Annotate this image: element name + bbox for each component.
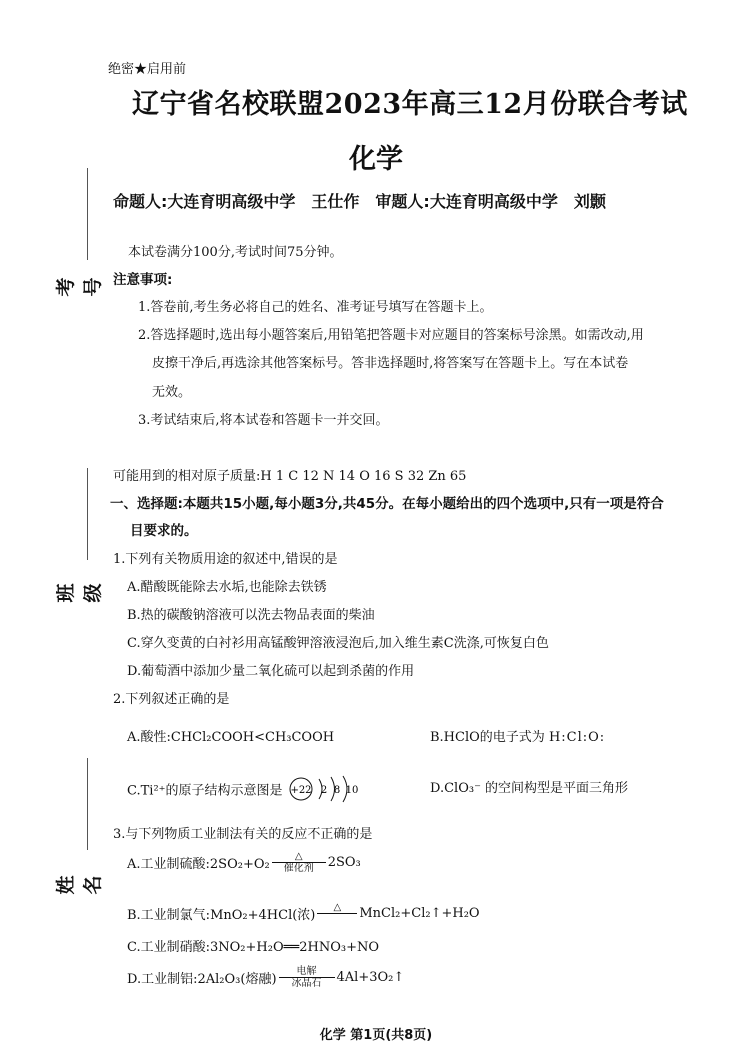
- exam-no-line: [87, 168, 88, 260]
- q3-option-b: [127, 902, 480, 925]
- proposer: 命题人:大连育明高级中学: [113, 192, 296, 211]
- q3-a-right: 2SO₃: [327, 855, 361, 870]
- q1-stem: 1.下列有关物质用途的叙述中,错误的是: [113, 552, 338, 567]
- q3-option-c: C.工业制硝酸:3NO₂+H₂O══2HNO₃+NO: [127, 940, 380, 955]
- exam-title: 辽宁省名校联盟2023年高三12月份联合考试: [132, 89, 688, 120]
- exam-info: 本试卷满分100分,考试时间75分钟。: [128, 245, 343, 260]
- q3-b-right: MnCl₂+Cl₂↑+H₂O: [359, 906, 480, 921]
- nucleus-charge: +22: [290, 785, 312, 796]
- note-2-cont: 皮擦干净后,再选涂其他答案标号。答非选择题时,将答案写在答题卡上。写在本试卷: [152, 356, 629, 371]
- shell-count-2: 8: [333, 785, 340, 796]
- side-label-class: 班级: [55, 583, 104, 603]
- section-header-cont: 目要求的。: [130, 523, 198, 539]
- class-line: [87, 468, 88, 560]
- page-footer: 化学 第1页(共8页): [319, 1028, 433, 1043]
- q3-option-d: [127, 966, 404, 989]
- q3-d-right: 4Al+3O₂↑: [336, 970, 405, 985]
- atomic-masses: 可能用到的相对原子质量:H 1 C 12 N 14 O 16 S 32 Zn 65: [113, 469, 467, 484]
- q3-b-left: B.工业制氯气:MnO₂+4HCl(浓): [127, 908, 316, 923]
- q1-option-b: B.热的碳酸钠溶液可以洗去物品表面的柴油: [127, 608, 375, 623]
- note-1: 1.答卷前,考生务必将自己的姓名、准考证号填写在答题卡上。: [138, 300, 493, 315]
- reviewer: 审题人:大连育明高级中学: [375, 192, 558, 211]
- q2-option-c-text: C.Ti²⁺的原子结构示意图是: [127, 783, 283, 799]
- q1-option-a: A.醋酸既能除去水垢,也能除去铁锈: [127, 580, 327, 595]
- heat-symbol: △: [333, 902, 342, 913]
- q1-option-d: D.葡萄酒中添加少量二氧化硫可以起到杀菌的作用: [127, 664, 415, 679]
- notes-header: 注意事项:: [113, 272, 173, 288]
- q3-b-condition: [317, 902, 357, 925]
- q2-option-a: A.酸性:CHCl₂COOH<CH₃COOH: [127, 730, 335, 745]
- q3-stem: 3.与下列物质工业制法有关的反应不正确的是: [113, 827, 373, 842]
- q2-option-c: [127, 775, 377, 803]
- shell-count-1: 2: [320, 785, 327, 796]
- cryolite-label: 冰晶石: [291, 978, 322, 989]
- q3-a-condition: [272, 851, 326, 874]
- name-line: [87, 758, 88, 850]
- proposer-name: 王仕作: [311, 192, 360, 211]
- note-3: 3.考试结束后,将本试卷和答题卡一并交回。: [138, 413, 389, 428]
- side-label-name: 姓名: [55, 875, 104, 895]
- secret-mark: 绝密★启用前: [108, 62, 187, 77]
- atom-structure-svg: [287, 775, 377, 803]
- heat-symbol: △: [294, 851, 303, 862]
- authors-line: [113, 189, 622, 212]
- q1-option-c: C.穿久变黄的白衬衫用高锰酸钾溶液浸泡后,加入维生素C洗涤,可恢复白色: [127, 636, 549, 651]
- q3-option-a: [127, 851, 361, 874]
- ti-atom-diagram: [287, 775, 377, 803]
- q3-d-condition: [279, 966, 335, 989]
- note-2: 2.答选择题时,选出每小题答案后,用铅笔把答题卡对应题目的答案标号涂黑。如需改动,用: [138, 328, 644, 343]
- q2-stem: 2.下列叙述正确的是: [113, 692, 230, 707]
- shell-count-3: 10: [345, 785, 359, 796]
- side-label-exam-no: 考号: [55, 277, 104, 297]
- q2-option-d: D.ClO₃⁻ 的空间构型是平面三角形: [430, 781, 629, 796]
- hclo-electron-formula: H:Cl:O:: [548, 730, 606, 745]
- q2-option-b: [430, 726, 605, 745]
- subject-title: 化学: [349, 144, 403, 175]
- q3-d-left: D.工业制铝:2Al₂O₃(熔融): [127, 972, 277, 987]
- catalyst-label: 催化剂: [283, 863, 314, 874]
- section-header: 一、选择题:本题共15小题,每小题3分,共45分。在每小题给出的四个选项中,只有一项是符合: [110, 496, 664, 512]
- q2-option-b-text: B.HClO的电子式为: [430, 730, 545, 745]
- reviewer-name: 刘颢: [573, 192, 606, 211]
- note-2-end: 无效。: [152, 385, 192, 400]
- electrolysis-label: 电解: [296, 966, 317, 977]
- q3-a-left: A.工业制硫酸:2SO₂+O₂: [127, 857, 270, 872]
